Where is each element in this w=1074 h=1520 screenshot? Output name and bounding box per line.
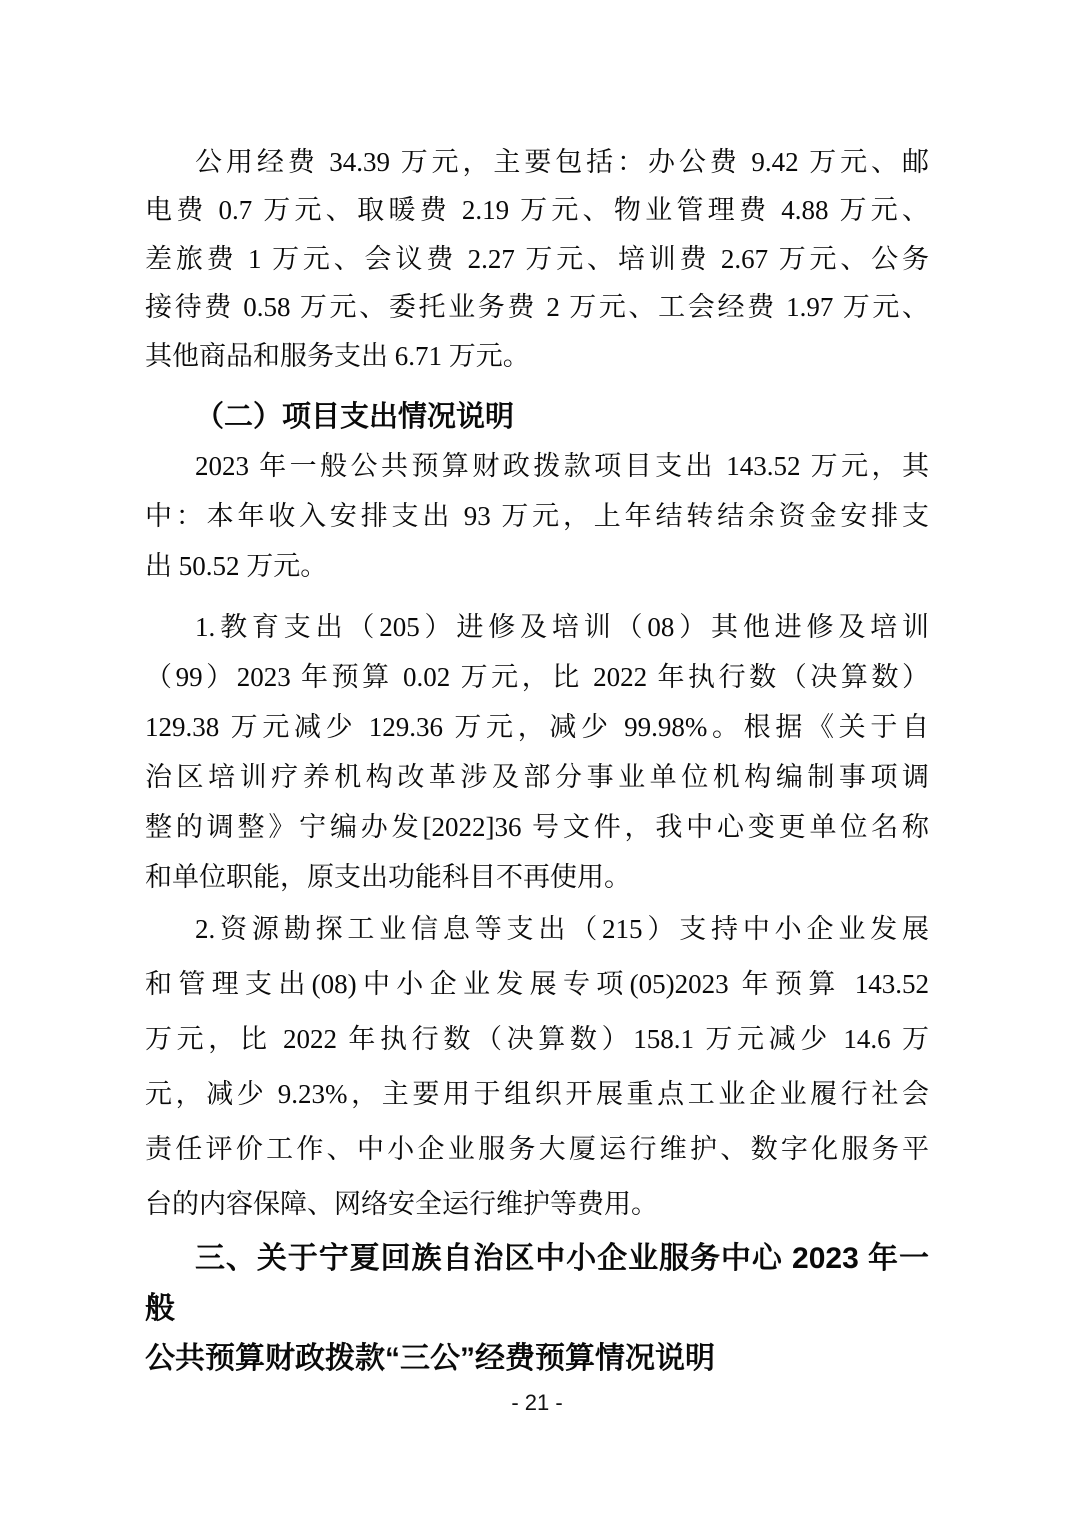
page-number: - 21 - <box>511 1390 563 1415</box>
section2-heading <box>145 393 929 441</box>
text-line: 1.教育支出（205）进修及培训（08）其他进修及培训 <box>195 612 929 643</box>
paragraph-item1-education <box>145 602 929 902</box>
heading-line: 三、关于宁夏回族自治区中小企业服务中心 2023 年一般 <box>145 1242 929 1326</box>
text-line: 中：本年收入安排支出 93 万元，上年结转结余资金安排支 <box>145 501 929 532</box>
text-line: 整的调整》宁编办发[2022]36 号文件，我中心变更单位名称 <box>145 812 929 843</box>
text-line: 出 50.52 万元。 <box>145 551 328 582</box>
paragraph-item2-resource <box>145 902 929 1232</box>
text-line: 和单位职能，原支出功能科目不再使用。 <box>145 862 631 893</box>
text-line: （99）2023 年预算 0.02 万元，比 2022 年执行数（决算数） <box>145 662 929 693</box>
text-line: 公用经费 34.39 万元，主要包括：办公费 9.42 万元、邮 <box>195 147 929 177</box>
text-line: 其他商品和服务支出 6.71 万元。 <box>145 340 530 371</box>
heading-line: （二）项目支出情况说明 <box>195 401 515 434</box>
text-line: 129.38 万元减少 129.36 万元，减少 99.98%。根据《关于自 <box>145 712 929 743</box>
text-line: 电费 0.7 万元、取暖费 2.19 万元、物业管理费 4.88 万元、 <box>145 195 929 226</box>
paragraph-project-total <box>145 441 929 591</box>
section3-heading <box>145 1234 929 1384</box>
text-line: 和管理支出(08)中小企业发展专项(05)2023 年预算 143.52 <box>145 969 929 1000</box>
text-line: 接待费 0.58 万元、委托业务费 2 万元、工会经费 1.97 万元、 <box>145 292 929 323</box>
page-content <box>145 0 929 1384</box>
text-line: 治区培训疗养机构改革涉及部分事业单位机构编制事项调 <box>145 762 929 793</box>
text-line: 2023 年一般公共预算财政拨款项目支出 143.52 万元，其 <box>195 451 929 482</box>
text-line: 元，减少 9.23%，主要用于组织开展重点工业企业履行社会 <box>145 1079 929 1110</box>
text-line: 2.资源勘探工业信息等支出（215）支持中小企业发展 <box>195 914 929 945</box>
paragraph-public-expense <box>145 138 929 380</box>
text-line: 台的内容保障、网络安全运行维护等费用。 <box>145 1189 658 1220</box>
text-line: 责任评价工作、中小企业服务大厦运行维护、数字化服务平 <box>145 1134 929 1165</box>
text-line: 万元，比 2022 年执行数（决算数）158.1 万元减少 14.6 万 <box>145 1024 929 1055</box>
text-line: 差旅费 1 万元、会议费 2.27 万元、培训费 2.67 万元、公务 <box>145 243 929 274</box>
heading-line: 公共预算财政拨款“三公”经费预算情况说明 <box>145 1342 715 1376</box>
